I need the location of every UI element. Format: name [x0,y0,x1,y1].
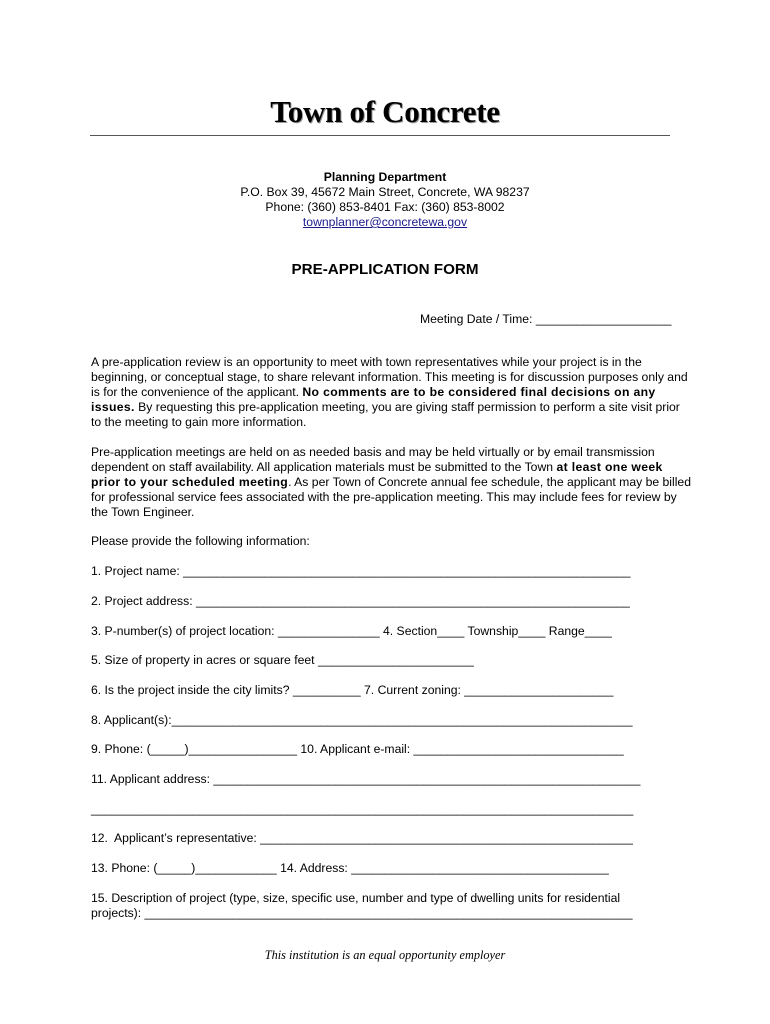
instruction-text: Please provide the following information: [91,534,310,548]
applicant-field[interactable]: 8. Applicant(s):____________________________________________________________________ [91,713,633,727]
intro-p1-text-a: A pre-application review is an opportunity to meet with town representatives while your project is in the beginning, or conceptual stage, to share relevant information. This meeting is for discussion purposes only and is for the convenience of the applicant. [91,355,688,399]
email-link[interactable]: townplanner@concretewa.gov [302,215,468,229]
title-underline [90,135,670,136]
project-description-field[interactable]: 15. Description of project (type, size, specific use, number and type of dwelling units for residential projects): ________________________________________________________________________ [91,891,633,920]
phone-fax: Phone: (360) 853-8401 Fax: (360) 853-8002 [265,200,505,214]
property-size-field[interactable]: 5. Size of property in acres or square feet _______________________ [91,653,474,667]
applicant-address-field[interactable]: 11. Applicant address: _______________________________________________________________ [91,772,641,786]
form-title: PRE-APPLICATION FORM [291,261,479,278]
town-title: Town of Concrete [270,94,500,129]
intro-p1-bold: No comments are to be considered final decisions on any issues. [91,385,656,414]
intro-p2-bold: at least one week prior to your scheduled meeting [91,460,663,489]
mailing-address: P.O. Box 39, 45672 Main Street, Concrete, WA 98237 [240,185,530,199]
equal-opportunity-footer: This institution is an equal opportunity employer [264,948,506,962]
applicant-address-continuation[interactable]: ________________________________________________________________________________ [91,802,634,816]
city-limits-zoning-field[interactable]: 6. Is the project inside the city limits? __________ 7. Current zoning: ______________________ [91,683,614,697]
applicant-representative-field[interactable]: 12. Applicant’s representative: _______________________________________________________ [91,831,633,845]
project-address-field[interactable]: 2. Project address: ________________________________________________________________ [91,594,630,608]
intro-p2-text-a: Pre-application meetings are held on as needed basis and may be held virtually or by email transmission dependent on staff availability. All application materials must be submitted to the Town [91,445,655,474]
phone-address-field[interactable]: 13. Phone: (_____)____________ 14. Address: ______________________________________ [91,861,609,875]
department-name: Planning Department [323,170,447,184]
phone-email-field[interactable]: 9. Phone: (_____)________________ 10. Applicant e-mail: _______________________________ [91,742,624,756]
parcel-section-township-range-field[interactable]: 3. P-number(s) of project location: _______________ 4. Section____ Township____ Range____ [91,624,612,638]
intro-paragraph-2 [91,445,691,520]
intro-p1-text-b: By requesting this pre-application meeting, you are giving staff permission to perform a site visit prior to the meeting to gain more information. [91,400,680,429]
project-name-field[interactable]: 1. Project name: __________________________________________________________________ [91,564,631,578]
meeting-date-field[interactable]: Meeting Date / Time: ____________________ [420,312,672,326]
intro-p2-text-b: . As per Town of Concrete annual fee schedule, the applicant may be billed for professional service fees associated with the pre-application meeting. This may include fees for review by the Town Engineer. [91,475,691,519]
intro-paragraph-1 [91,355,691,430]
